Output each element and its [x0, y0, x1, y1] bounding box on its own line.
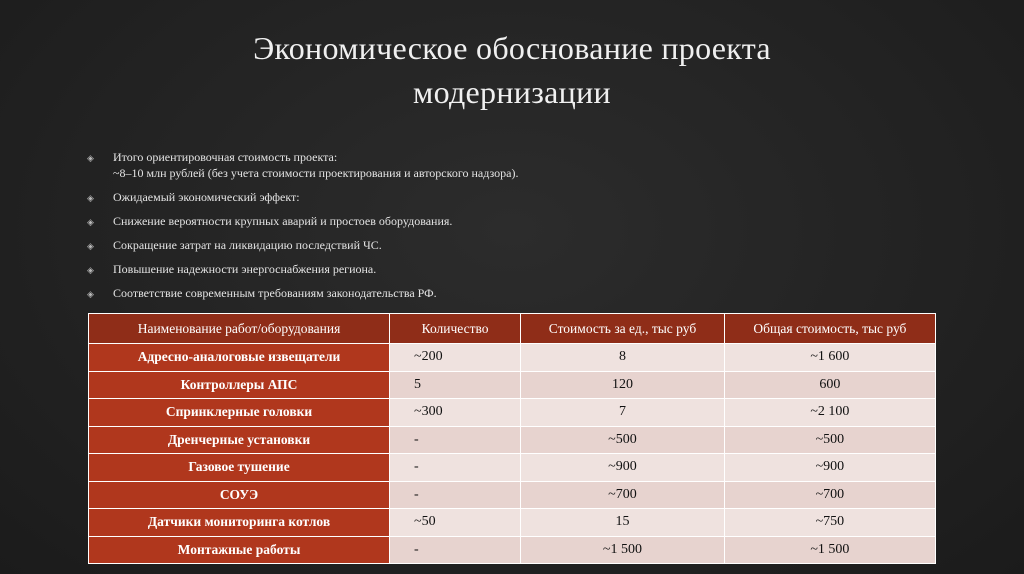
diamond-bullet-icon: ◈ [87, 216, 94, 227]
cell-unit-cost: ~1 500 [521, 536, 725, 564]
cell-total-cost: ~700 [724, 481, 935, 509]
slide-title-line-2: модернизации [413, 74, 611, 110]
table-row [89, 509, 936, 537]
cell-name: Дренчерные установки [89, 426, 390, 454]
bullet-text: Сокращение затрат на ликвидацию последствий ЧС. [113, 237, 382, 252]
diamond-bullet-icon: ◈ [87, 192, 94, 203]
cell-unit-cost: 8 [521, 344, 725, 372]
cell-name: Датчики мониторинга котлов [89, 509, 390, 537]
table-row [89, 536, 936, 564]
column-header-unit-cost: Стоимость за ед., тыс руб [521, 314, 725, 344]
cell-quantity: ~300 [390, 399, 521, 427]
diamond-bullet-icon: ◈ [87, 240, 94, 251]
cell-total-cost: ~900 [724, 454, 935, 482]
slide-title [0, 26, 1024, 114]
column-header-name: Наименование работ/оборудования [89, 314, 390, 344]
bullet-item [87, 150, 807, 181]
bullet-text: Ожидаемый экономический эффект: [113, 189, 300, 204]
bullet-list [87, 150, 807, 310]
table-row [89, 481, 936, 509]
column-header-quantity: Количество [390, 314, 521, 344]
bullet-item [87, 238, 807, 254]
bullet-text: Повышение надежности энергоснабжения региона. [113, 261, 377, 276]
bullet-item [87, 286, 807, 302]
cell-name: Контроллеры АПС [89, 371, 390, 399]
cell-unit-cost: 7 [521, 399, 725, 427]
bullet-item [87, 262, 807, 278]
slide-title-line-1: Экономическое обоснование проекта [253, 30, 771, 66]
cell-name: Адресно-аналоговые извещатели [89, 344, 390, 372]
bullet-text: Итого ориентировочная стоимость проекта: [113, 150, 338, 164]
cell-name: Монтажные работы [89, 536, 390, 564]
cell-quantity: ~200 [390, 344, 521, 372]
table-row [89, 399, 936, 427]
table-row [89, 344, 936, 372]
cell-quantity: - [390, 426, 521, 454]
diamond-bullet-icon: ◈ [87, 264, 94, 275]
cell-name: СОУЭ [89, 481, 390, 509]
cell-unit-cost: ~500 [521, 426, 725, 454]
cell-quantity: ~50 [390, 509, 521, 537]
cell-unit-cost: 120 [521, 371, 725, 399]
bullet-text: Соответствие современным требованиям законодательства РФ. [113, 285, 437, 300]
column-header-total-cost: Общая стоимость, тыс руб [724, 314, 935, 344]
cell-total-cost: ~1 600 [724, 344, 935, 372]
cell-unit-cost: ~900 [521, 454, 725, 482]
cell-quantity: 5 [390, 371, 521, 399]
cell-total-cost: ~2 100 [724, 399, 935, 427]
cell-total-cost: ~1 500 [724, 536, 935, 564]
cell-total-cost: ~500 [724, 426, 935, 454]
cell-quantity: - [390, 481, 521, 509]
table-header-row [89, 314, 936, 344]
bullet-text: Снижение вероятности крупных аварий и простоев оборудования. [113, 213, 453, 228]
cell-quantity: - [390, 454, 521, 482]
table-row [89, 426, 936, 454]
cell-total-cost: 600 [724, 371, 935, 399]
bullet-text-continued: ~8–10 млн рублей (без учета стоимости проектирования и авторского надзора). [113, 165, 519, 180]
cost-table [88, 313, 936, 564]
cell-unit-cost: ~700 [521, 481, 725, 509]
cell-unit-cost: 15 [521, 509, 725, 537]
cell-total-cost: ~750 [724, 509, 935, 537]
table-row [89, 454, 936, 482]
bullet-item [87, 214, 807, 230]
cell-name: Газовое тушение [89, 454, 390, 482]
diamond-bullet-icon: ◈ [87, 153, 94, 163]
cell-quantity: - [390, 536, 521, 564]
diamond-bullet-icon: ◈ [87, 288, 94, 299]
table-row [89, 371, 936, 399]
cell-name: Спринклерные головки [89, 399, 390, 427]
bullet-item [87, 190, 807, 206]
